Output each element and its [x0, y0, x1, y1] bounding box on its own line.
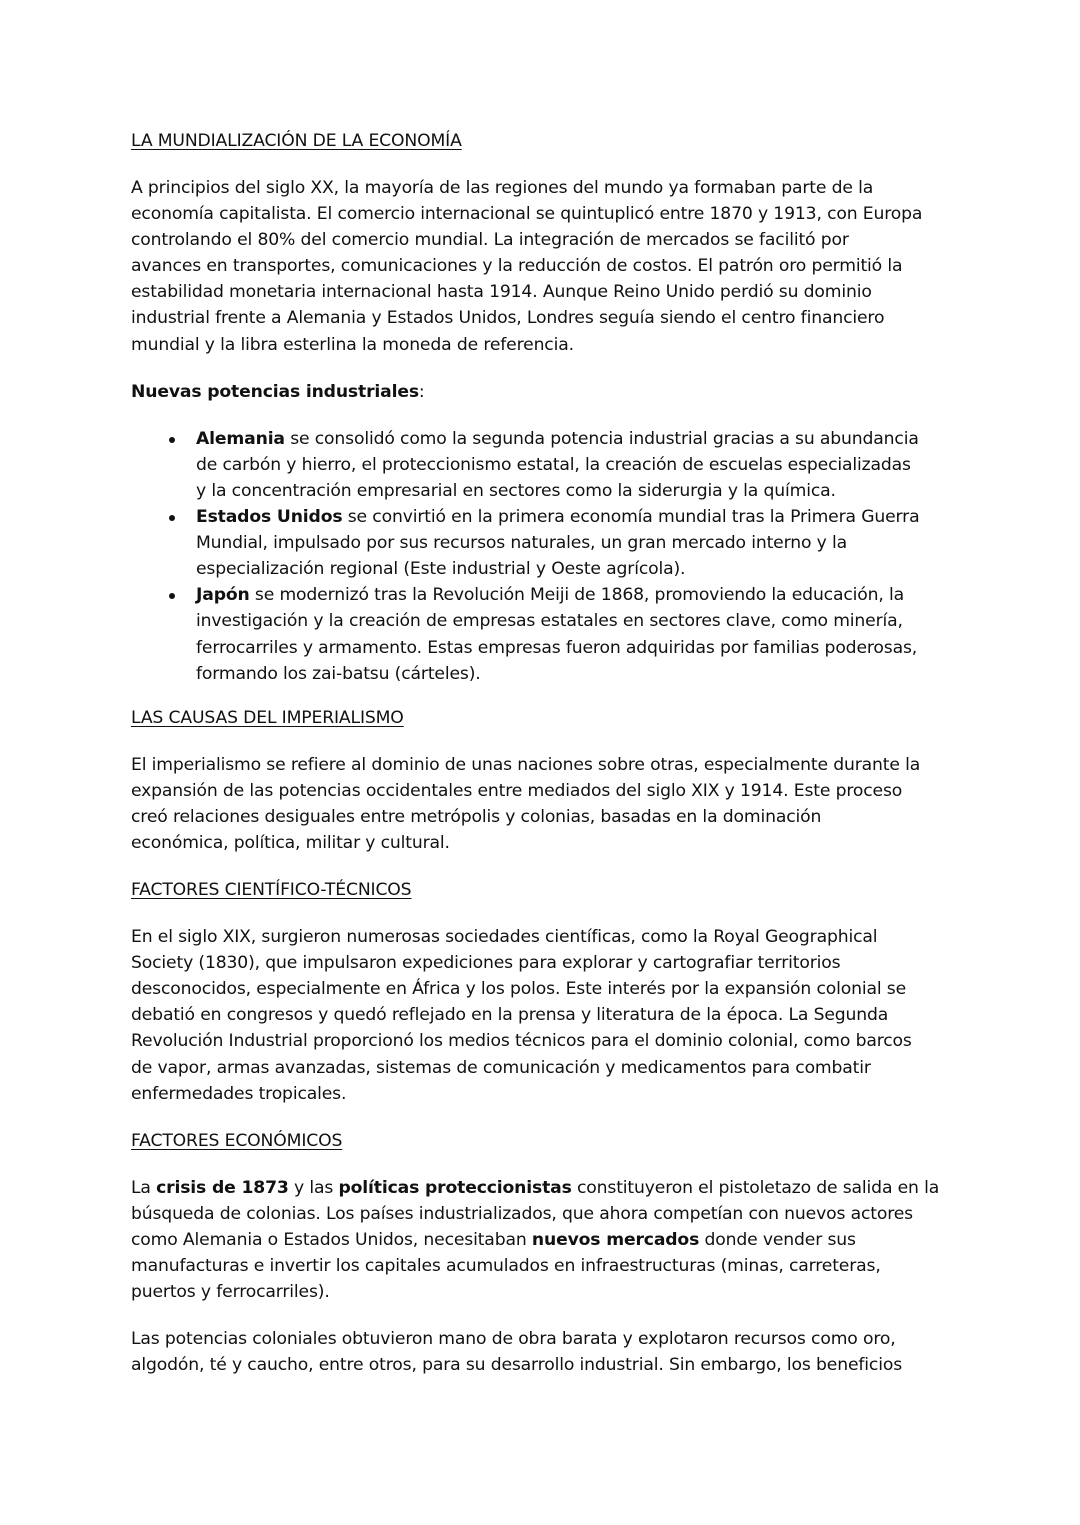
text-line: El imperialismo se refiere al dominio de unas naciones sobre otras, especialmente durante la — [131, 754, 921, 775]
text-line: y la concentración empresarial en sectores como la siderurgia y la química. — [196, 480, 836, 501]
bullet-icon — [169, 437, 175, 443]
text-line: se convirtió en la primera economía mundial tras la Primera Guerra — [342, 507, 920, 528]
bullet-icon — [169, 515, 175, 521]
text-line: especialización regional (Este industrial y Oeste agrícola). — [196, 559, 686, 580]
section-heading-mundializacion: LA MUNDIALIZACIÓN DE LA ECONOMÍA — [131, 131, 462, 151]
bold-term: Alemania — [196, 428, 285, 449]
section-heading-factores-economicos: FACTORES ECONÓMICOS — [131, 1130, 343, 1151]
bullet-icon — [169, 593, 175, 599]
text-line: algodón, té y caucho, entre otros, para su desarrollo industrial. Sin embargo, los beneficios — [131, 1355, 903, 1376]
bold-term: políticas proteccionistas — [338, 1177, 572, 1198]
text-line: se consolidó como la segunda potencia industrial gracias a su abundancia — [284, 428, 919, 449]
subsection-title — [131, 379, 961, 405]
text-line: controlando el 80% del comercio mundial. La integración de mercados se facilitó por — [131, 230, 849, 251]
text-line: estabilidad monetaria internacional hasta 1914. Aunque Reino Unido perdió su dominio — [131, 282, 872, 303]
section-heading-causas-imperialismo: LAS CAUSAS DEL IMPERIALISMO — [131, 707, 404, 728]
text-line: creó relaciones desiguales entre metrópolis y colonias, basadas en la dominación — [131, 806, 822, 827]
text-line: A principios del siglo XX, la mayoría de las regiones del mundo ya formaban parte de la — [131, 178, 874, 198]
text-line: ferrocarriles y armamento. Estas empresas fueron adquiridas por familias poderosas, — [196, 637, 918, 658]
paragraph-causas-imperialismo — [131, 752, 961, 856]
text-line: economía capitalista. El comercio internacional se quintuplicó entre 1870 y 1913, con Europa — [131, 204, 923, 225]
text-line: Society (1830), que impulsaron expediciones para explorar y cartografiar territorios — [131, 953, 841, 974]
text-line: puertos y ferrocarriles). — [131, 1282, 330, 1303]
paragraph-factores-cientificos — [131, 924, 961, 1107]
text-line: expansión de las potencias occidentales entre mediados del siglo XIX y 1914. Este proceso — [131, 780, 903, 801]
bold-term: nuevos mercados — [531, 1229, 700, 1250]
text-line: formando los zai-batsu (cárteles). — [196, 663, 481, 684]
paragraph-factores-economicos-1 — [131, 1175, 961, 1305]
text-line: manufacturas e invertir los capitales acumulados en infraestructuras (minas, carreteras, — [131, 1256, 881, 1276]
section-heading-factores-cientificos: FACTORES CIENTÍFICO-TÉCNICOS — [131, 880, 412, 901]
text-run: La — [131, 1177, 157, 1198]
text-line: búsqueda de colonias. Los países industrializados, que ahora competían con nuevos actores — [131, 1203, 913, 1224]
document-page — [131, 128, 961, 1378]
text-line: Las potencias coloniales obtuvieron mano de obra barata y explotaron recursos como oro, — [131, 1329, 896, 1350]
text-line: investigación y la creación de empresas estatales en sectores clave, como minería, — [196, 611, 903, 632]
subsection-title-bold: Nuevas potencias industriales — [131, 381, 419, 402]
text-line: debatió en congresos y quedó reflejado en la prensa y literatura de la época. La Segunda — [131, 1005, 889, 1026]
paragraph-factores-economicos-2 — [131, 1326, 961, 1378]
text-line: industrial frente a Alemania y Estados Unidos, Londres seguía siendo el centro financiero — [131, 308, 885, 329]
text-line: mundial y la libra esterlina la moneda de referencia. — [131, 334, 574, 355]
bold-term: Japón — [196, 585, 250, 606]
text-line: Revolución Industrial proporcionó los medios técnicos para el dominio colonial, como barcos — [131, 1031, 912, 1052]
text-line: económica, política, militar y cultural. — [131, 832, 450, 853]
text-run: donde vender sus — [699, 1229, 856, 1250]
text-run: y las — [288, 1177, 339, 1198]
bullet-list-potencias — [131, 426, 961, 687]
text-line: de vapor, armas avanzadas, sistemas de comunicación y medicamentos para combatir — [131, 1057, 871, 1078]
text-line: Mundial, impulsado por sus recursos naturales, un gran mercado interno y la — [196, 533, 847, 554]
text-run: constituyeron el pistoletazo de salida en la — [571, 1177, 940, 1198]
list-item-alemania — [131, 426, 961, 504]
list-item-japon — [131, 582, 961, 686]
text-line: de carbón y hierro, el proteccionismo estatal, la creación de escuelas especializadas — [196, 454, 911, 475]
list-item-estados-unidos — [131, 504, 961, 582]
text-line: avances en transportes, comunicaciones y la reducción de costos. El patrón oro permitió la — [131, 256, 903, 277]
text-line: se modernizó tras la Revolución Meiji de 1868, promoviendo la educación, la — [249, 585, 905, 606]
text-run: como Alemania o Estados Unidos, necesitaban — [131, 1229, 532, 1250]
text-line: desconocidos, especialmente en África y los polos. Este interés por la expansión colonial se — [131, 979, 907, 1000]
paragraph-mundializacion — [131, 175, 961, 358]
bold-term: Estados Unidos — [196, 507, 343, 528]
subsection-title-colon: : — [418, 381, 425, 402]
bold-term: crisis de 1873 — [156, 1177, 289, 1198]
text-line: enfermedades tropicales. — [131, 1083, 347, 1104]
text-line: En el siglo XIX, surgieron numerosas sociedades científicas, como la Royal Geographical — [131, 927, 878, 948]
